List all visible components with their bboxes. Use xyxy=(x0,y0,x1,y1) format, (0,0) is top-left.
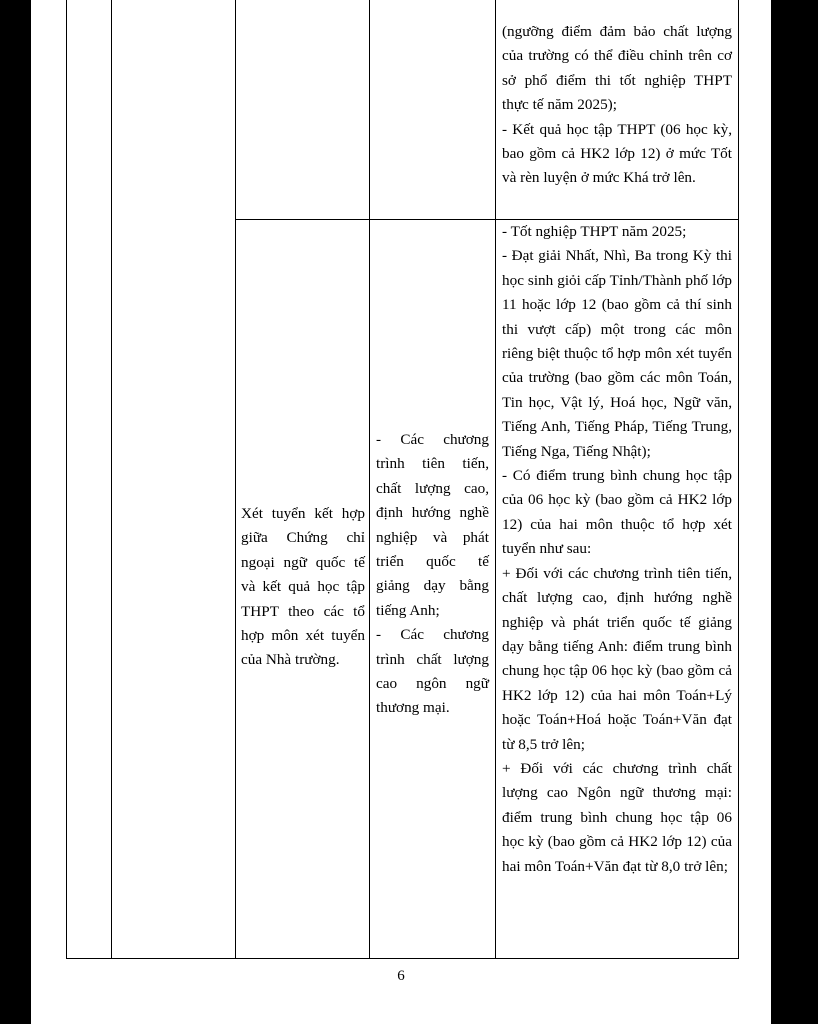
table-border-right xyxy=(738,0,739,959)
paragraph: + Đối với các chương trình chất lượng cao Ngôn ngữ thương mại: điểm trung bình chung học tập 06 học kỳ (bao gồm cả HK2 lớp 12) của hai môn Toán+Văn đạt từ 8,0 trở lên; xyxy=(502,759,732,875)
table-border-col3 xyxy=(369,0,370,959)
paragraph: - Kết quả học tập THPT (06 học kỳ, bao gồm cả HK2 lớp 12) ở mức Tốt và rèn luyện ở mức Khá trở lên. xyxy=(502,120,732,187)
cell-programs xyxy=(376,428,489,721)
method-text: Xét tuyển kết hợp giữa Chứng chỉ ngoại ngữ quốc tế và kết quả học tập THPT theo các tổ hợp môn xét tuyển của Nhà trường. xyxy=(241,505,365,669)
page-number: 6 xyxy=(397,968,405,984)
table-border-col2 xyxy=(235,0,236,959)
cell-top-conditions xyxy=(502,20,732,191)
paragraph: - Tốt nghiệp THPT năm 2025; xyxy=(502,223,687,240)
table-border-col1 xyxy=(111,0,112,959)
paragraph: - Đạt giải Nhất, Nhì, Ba trong Kỳ thi học sinh giỏi cấp Tỉnh/Thành phố lớp 11 hoặc lớp 12 (bao gồm cả thí sinh thi vượt cấp) một trong các môn riêng biệt thuộc tổ hợp môn xét tuyển của trường (bao gồm các môn Toán, Tin học, Vật lý, Hoá học, Ngữ văn, Tiếng Anh, Tiếng Pháp, Tiếng Trung, Tiếng Nga, Tiếng Nhật); xyxy=(502,247,732,460)
admission-table xyxy=(31,0,771,1024)
paragraph: (ngưỡng điểm đảm bảo chất lượng của trường có thể điều chỉnh trên cơ sở phổ điểm thi tốt nghiệp THPT thực tế năm 2025); xyxy=(502,23,732,114)
table-border-left xyxy=(66,0,67,959)
table-border-bottom xyxy=(66,958,739,959)
cell-method xyxy=(241,502,365,673)
cell-conditions xyxy=(502,220,732,879)
paragraph: + Đối với các chương trình tiên tiến, chất lượng cao, định hướng nghề nghiệp và phát triển quốc tế giảng dạy bằng tiếng Anh: điểm trung bình chung học tập 06 học kỳ (bao gồm cả HK2 lớp 12) của hai môn Toán+Lý hoặc Toán+Hoá hoặc Toán+Văn đạt từ 8,5 trở lên; xyxy=(502,564,732,753)
table-border-col4 xyxy=(495,0,496,959)
document-page xyxy=(31,0,771,1024)
paragraph: - Các chương trình tiên tiến, chất lượng cao, định hướng nghề nghiệp và phát triển quốc tế giảng dạy bằng tiếng Anh; xyxy=(376,431,489,619)
paragraph: - Các chương trình chất lượng cao ngôn ngữ thương mại. xyxy=(376,626,489,717)
paragraph: - Có điểm trung bình chung học tập của 06 học kỳ (bao gồm cả HK2 lớp 12) của hai môn thuộc tổ hợp xét tuyển như sau: xyxy=(502,467,732,558)
